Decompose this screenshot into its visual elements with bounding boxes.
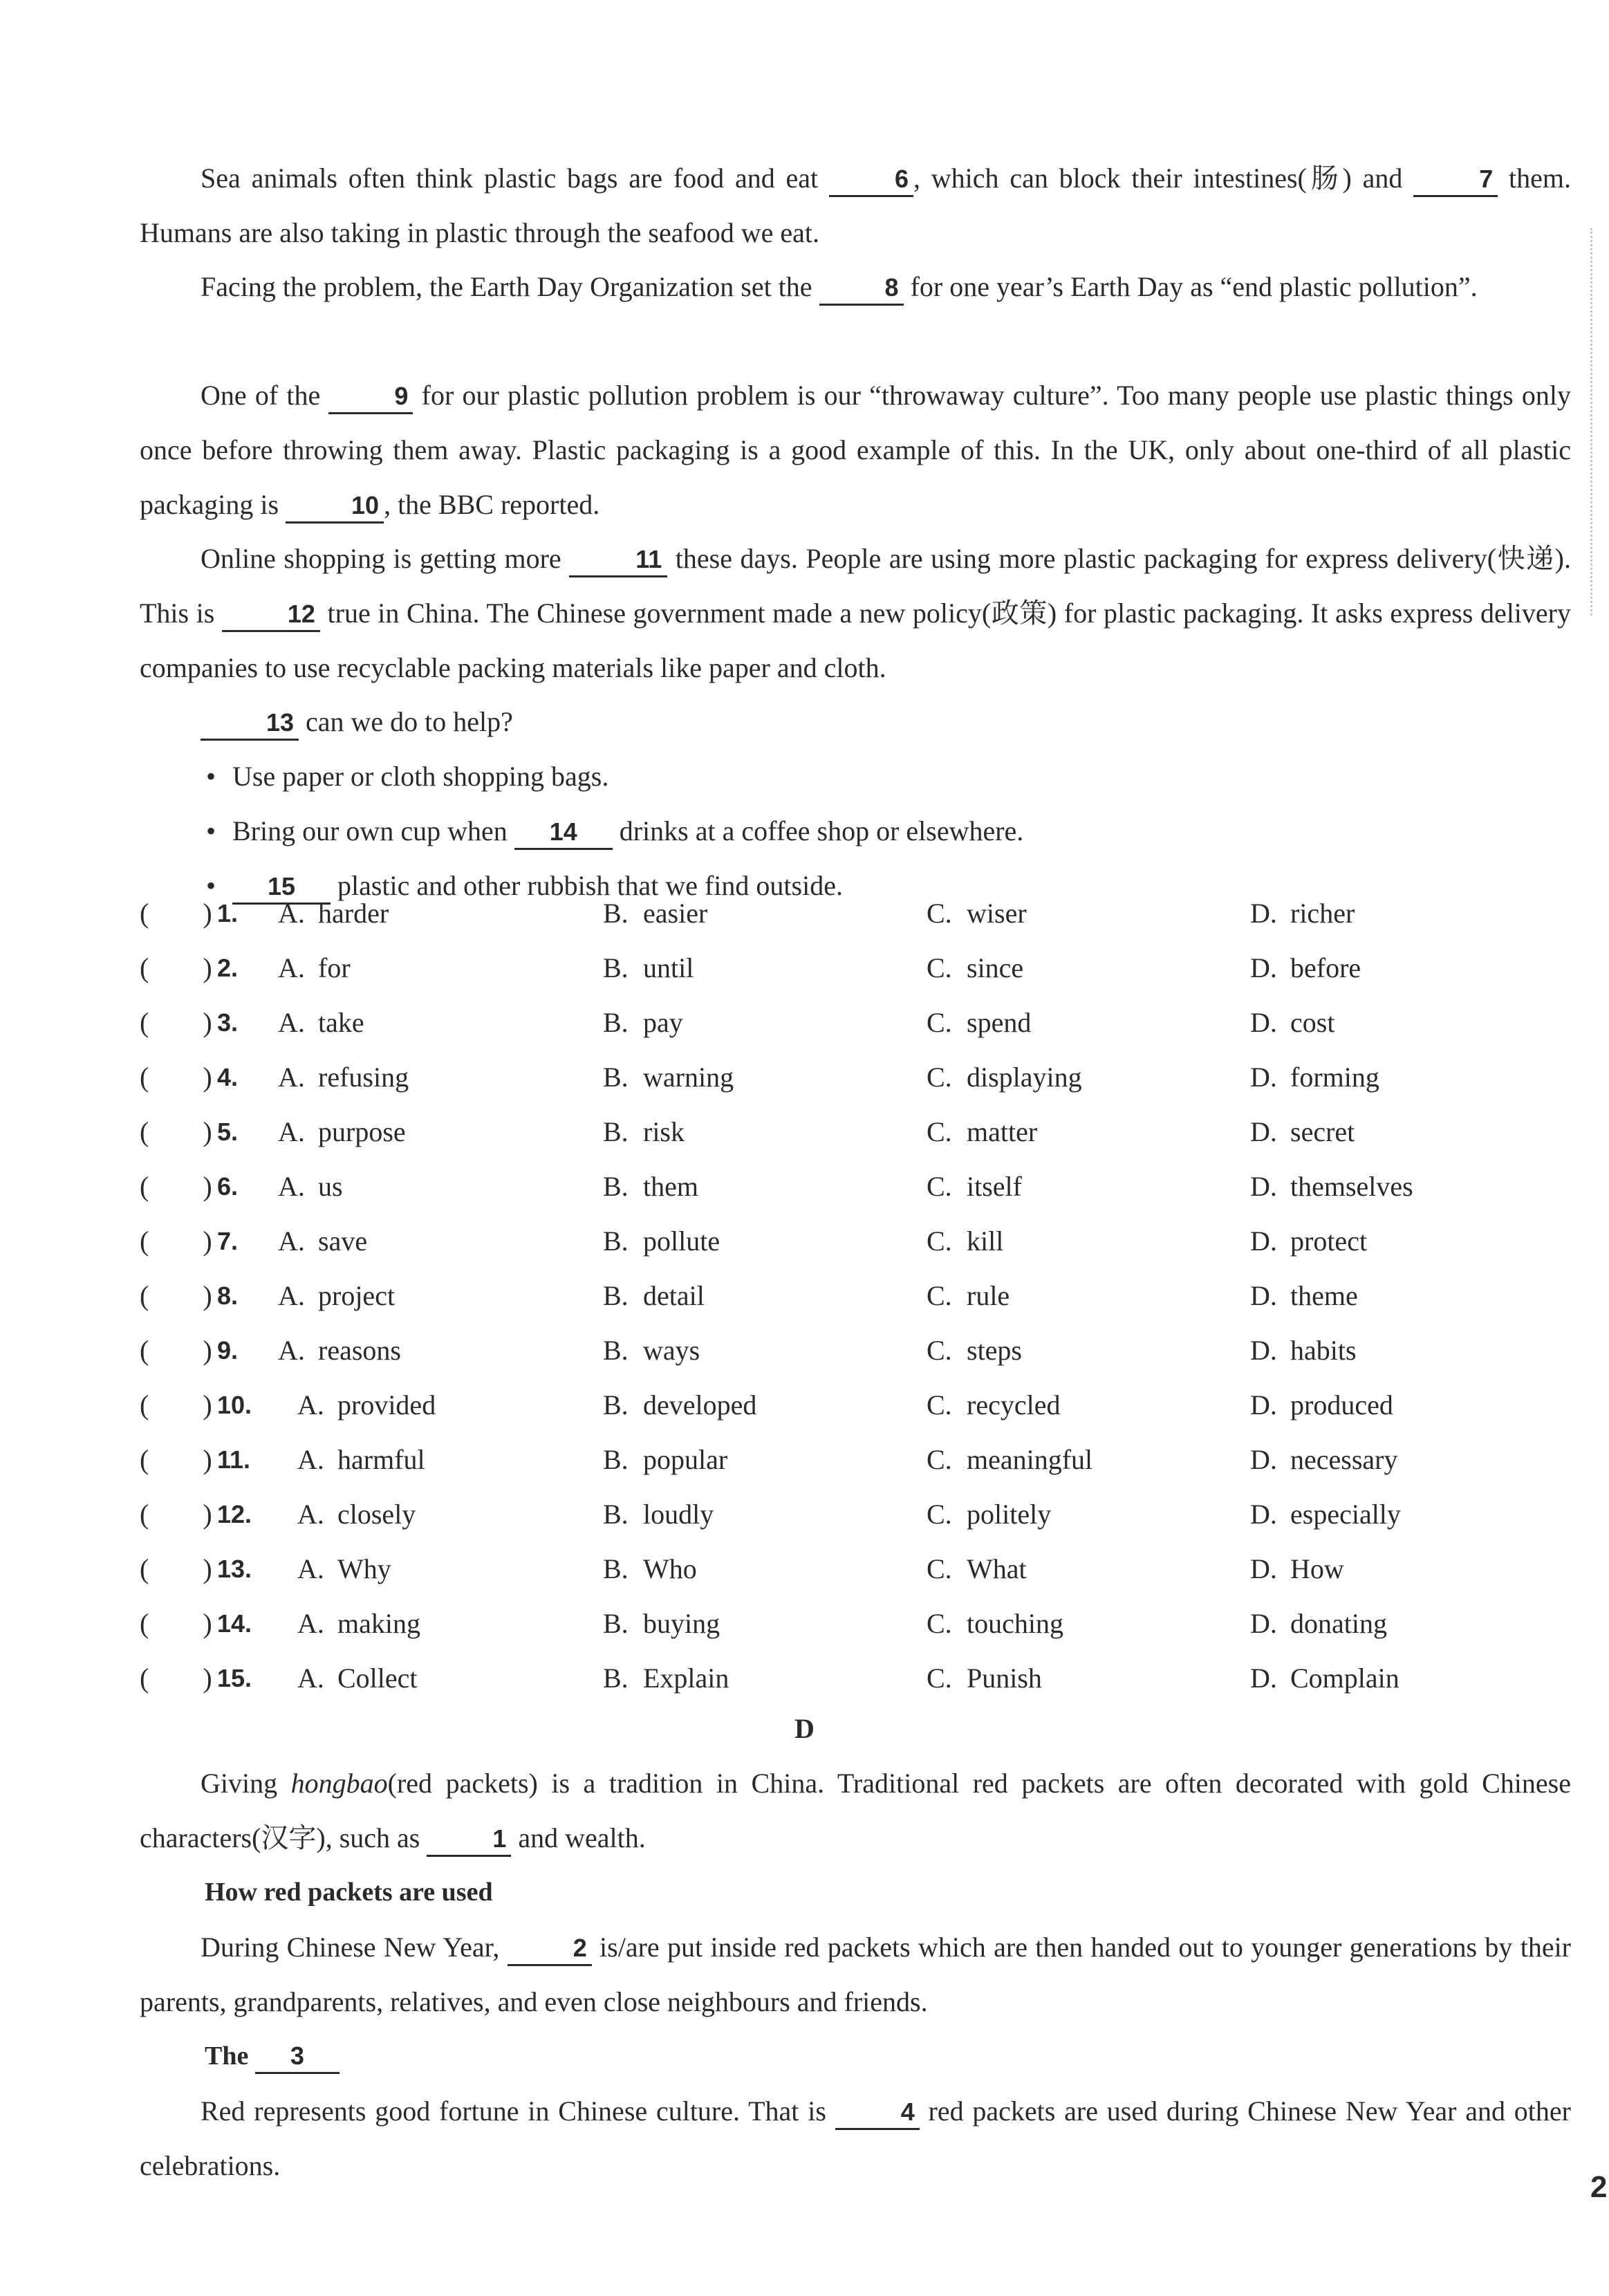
- option-a[interactable]: A. save: [278, 1225, 368, 1257]
- option-b[interactable]: B. popular: [603, 1444, 728, 1475]
- option-c[interactable]: C. matter: [927, 1116, 1038, 1147]
- bullet-item: • 15 plastic and other rubbish that we find outside.: [206, 858, 843, 913]
- answer-bracket[interactable]: ( ): [140, 1280, 212, 1311]
- answer-bracket[interactable]: ( ): [140, 952, 212, 983]
- subheading-how-used: How red packets are used: [205, 1878, 493, 1907]
- binding-edge-mark: [1590, 228, 1594, 615]
- question-row: [140, 1378, 1571, 1432]
- question-row: [140, 995, 1571, 1050]
- answer-bracket[interactable]: ( ): [140, 1444, 212, 1475]
- question-number: 2.: [217, 954, 239, 982]
- option-b[interactable]: B. pay: [603, 1007, 683, 1038]
- subheading-the: The 3: [205, 2029, 340, 2084]
- question-number: 1.: [217, 899, 239, 927]
- blank-14[interactable]: 14: [514, 816, 613, 850]
- option-b[interactable]: B. loudly: [603, 1499, 714, 1530]
- option-d[interactable]: D. produced: [1250, 1389, 1393, 1420]
- blank-8[interactable]: 8: [819, 272, 904, 306]
- option-b[interactable]: B. them: [603, 1171, 698, 1202]
- question-row: [140, 886, 1571, 941]
- option-d[interactable]: D. How: [1250, 1553, 1344, 1584]
- answer-bracket[interactable]: ( ): [140, 1062, 212, 1093]
- option-d[interactable]: D. secret: [1250, 1116, 1355, 1147]
- answer-bracket[interactable]: ( ): [140, 1608, 212, 1639]
- question-row: [140, 1214, 1571, 1268]
- option-a[interactable]: A. refusing: [278, 1062, 409, 1093]
- option-a[interactable]: A. take: [278, 1007, 364, 1038]
- blank-13[interactable]: 13: [201, 707, 299, 741]
- answer-bracket[interactable]: ( ): [140, 1116, 212, 1147]
- option-a[interactable]: A. Collect: [297, 1663, 418, 1694]
- option-c[interactable]: C. Punish: [927, 1663, 1042, 1694]
- question-row: [140, 1542, 1571, 1596]
- paragraph-red-fortune: Red represents good fortune in Chinese culture. That is 4 red packets are used during Chinese New Year and other celebrations.: [140, 2095, 1571, 2181]
- paragraph-help: 13 can we do to help?: [140, 694, 1571, 749]
- question-number: 7.: [217, 1227, 239, 1255]
- question-row: [140, 1104, 1571, 1159]
- option-a[interactable]: A. for: [278, 952, 351, 983]
- blank-d2[interactable]: 2: [508, 1932, 592, 1966]
- question-row: [140, 1487, 1571, 1542]
- section-title-d: D: [794, 1713, 815, 1744]
- question-number: 14.: [217, 1609, 252, 1638]
- question-row: [140, 1432, 1571, 1487]
- option-a[interactable]: A. making: [297, 1608, 420, 1639]
- bullet-item: • Bring our own cup when 14 drinks at a coffee shop or elsewhere.: [206, 804, 1023, 858]
- option-c[interactable]: C. wiser: [927, 898, 1027, 929]
- option-a[interactable]: A. reasons: [278, 1335, 401, 1366]
- option-c[interactable]: C. itself: [927, 1171, 1022, 1202]
- option-d[interactable]: D. habits: [1250, 1335, 1357, 1366]
- option-a[interactable]: A. harder: [278, 898, 389, 929]
- question-number: 11.: [217, 1445, 251, 1474]
- paragraph-earth-day: Facing the problem, the Earth Day Organization set the 8 for one year’s Earth Day as “end plastic pollution”.: [140, 259, 1571, 314]
- option-b[interactable]: B. ways: [603, 1335, 700, 1366]
- bullet-item: • Use paper or cloth shopping bags.: [206, 761, 609, 792]
- answer-bracket[interactable]: ( ): [140, 1225, 212, 1257]
- blank-11[interactable]: 11: [569, 544, 667, 577]
- question-row: [140, 1596, 1571, 1651]
- blank-10[interactable]: 10: [286, 490, 384, 524]
- question-number: 4.: [217, 1063, 239, 1091]
- option-b[interactable]: B. Who: [603, 1553, 697, 1584]
- question-row: [140, 941, 1571, 995]
- answer-bracket[interactable]: ( ): [140, 1171, 212, 1202]
- option-c[interactable]: C. rule: [927, 1280, 1010, 1311]
- option-a[interactable]: A. provided: [297, 1389, 436, 1420]
- option-c[interactable]: C. since: [927, 952, 1024, 983]
- paragraph-new-year: During Chinese New Year, 2 is/are put inside red packets which are then handed out to younger generations by their parents, grandparents, relatives, and even close neighbours and friends.: [140, 1932, 1572, 2017]
- option-b[interactable]: B. pollute: [603, 1225, 720, 1257]
- answer-bracket[interactable]: ( ): [140, 898, 212, 929]
- option-a[interactable]: A. harmful: [297, 1444, 425, 1475]
- answer-bracket[interactable]: ( ): [140, 1007, 212, 1038]
- answer-bracket[interactable]: ( ): [140, 1499, 212, 1530]
- question-number: 10.: [217, 1391, 252, 1419]
- option-d[interactable]: D. necessary: [1250, 1444, 1398, 1475]
- question-number: 15.: [217, 1664, 252, 1692]
- question-row: [140, 1159, 1571, 1214]
- question-number: 6.: [217, 1172, 239, 1201]
- option-b[interactable]: B. until: [603, 952, 694, 983]
- answer-bracket[interactable]: ( ): [140, 1553, 212, 1584]
- option-c[interactable]: C. steps: [927, 1335, 1022, 1366]
- paragraph-online-shopping: Online shopping is getting more 11 these days. People are using more plastic packaging for express delivery(快递). This is 12 true in China. The Chinese government made a new policy(政策) for plastic packaging. It asks express delivery companies to use recyclable packing materials like paper and cloth.: [140, 543, 1572, 683]
- paragraph-sea-animals: Sea animals often think plastic bags are food and eat 6 , which can block their intestines(肠) and 7 them. Humans are also taking in plastic through the seafood we eat.: [140, 163, 1571, 248]
- option-a[interactable]: A. purpose: [278, 1116, 406, 1147]
- question-number: 12.: [217, 1500, 252, 1528]
- question-number: 5.: [217, 1118, 239, 1146]
- option-d[interactable]: D. themselves: [1250, 1171, 1413, 1202]
- blank-6[interactable]: 6: [829, 163, 913, 197]
- option-d[interactable]: D. protect: [1250, 1225, 1368, 1257]
- option-d[interactable]: D. theme: [1250, 1280, 1358, 1311]
- option-b[interactable]: B. risk: [603, 1116, 685, 1147]
- paragraph-hongbao: Giving hongbao(red packets) is a tradition in China. Traditional red packets are often decorated with gold Chinese characters(汉字), such as 1 and wealth.: [140, 1756, 1571, 1865]
- option-c[interactable]: C. meaningful: [927, 1444, 1093, 1475]
- option-b[interactable]: B. easier: [603, 898, 708, 929]
- option-d[interactable]: D. richer: [1250, 898, 1355, 929]
- option-b[interactable]: B. Explain: [603, 1663, 729, 1694]
- option-d[interactable]: D. Complain: [1250, 1663, 1399, 1694]
- question-row: [140, 1651, 1571, 1705]
- option-c[interactable]: C. recycled: [927, 1389, 1061, 1420]
- question-row: [140, 1050, 1571, 1104]
- option-b[interactable]: B. warning: [603, 1062, 734, 1093]
- blank-d4[interactable]: 4: [835, 2096, 920, 2130]
- option-d[interactable]: D. especially: [1250, 1499, 1401, 1530]
- question-number: 9.: [217, 1336, 239, 1364]
- question-number: 13.: [217, 1555, 252, 1583]
- option-b[interactable]: B. detail: [603, 1280, 705, 1311]
- question-number: 3.: [217, 1008, 239, 1037]
- option-a[interactable]: A. Why: [297, 1553, 391, 1584]
- question-number: 8.: [217, 1281, 239, 1310]
- option-b[interactable]: B. developed: [603, 1389, 757, 1420]
- option-b[interactable]: B. buying: [603, 1608, 720, 1639]
- option-d[interactable]: D. donating: [1250, 1608, 1387, 1639]
- blank-12[interactable]: 12: [222, 598, 320, 632]
- option-c[interactable]: C. What: [927, 1553, 1027, 1584]
- option-c[interactable]: C. spend: [927, 1007, 1032, 1038]
- answer-bracket[interactable]: ( ): [140, 1335, 212, 1366]
- answer-bracket[interactable]: ( ): [140, 1389, 212, 1420]
- option-c[interactable]: C. politely: [927, 1499, 1052, 1530]
- answer-bracket[interactable]: ( ): [140, 1663, 212, 1694]
- option-a[interactable]: A. us: [278, 1171, 343, 1202]
- blank-7[interactable]: 7: [1413, 163, 1498, 197]
- option-a[interactable]: A. closely: [297, 1499, 416, 1530]
- paragraph-throwaway: One of the 9 for our plastic pollution problem is our “throwaway culture”. Too many people use plastic things only once before throwing them away. Plastic packaging is a good example of this. In the UK, only about one-third of all plastic packaging is 10 , the BBC reported.: [140, 368, 1571, 532]
- question-row: [140, 1268, 1571, 1323]
- question-row: [140, 1323, 1571, 1378]
- blank-9[interactable]: 9: [328, 380, 413, 414]
- option-d[interactable]: D. cost: [1250, 1007, 1335, 1038]
- blank-15[interactable]: 15: [232, 871, 331, 905]
- option-c[interactable]: C. displaying: [927, 1062, 1082, 1093]
- blank-d3[interactable]: 3: [255, 2040, 340, 2074]
- option-a[interactable]: A. project: [278, 1280, 396, 1311]
- blank-d1[interactable]: 1: [427, 1823, 511, 1857]
- option-d[interactable]: D. forming: [1250, 1062, 1379, 1093]
- page-number: 2: [1590, 2170, 1608, 2204]
- option-c[interactable]: C. kill: [927, 1225, 1004, 1257]
- option-c[interactable]: C. touching: [927, 1608, 1063, 1639]
- option-d[interactable]: D. before: [1250, 952, 1361, 983]
